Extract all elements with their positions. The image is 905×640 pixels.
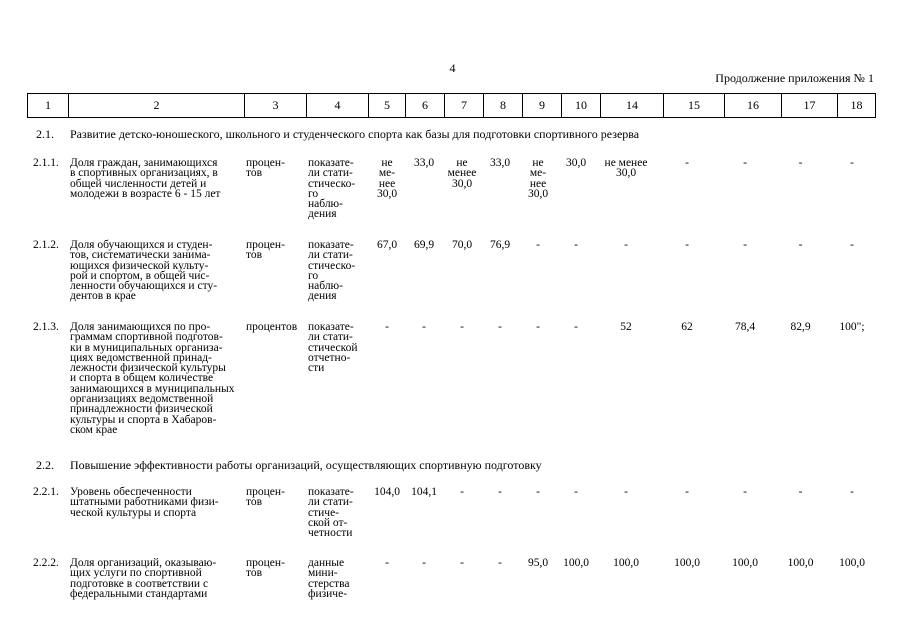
value-cell: - xyxy=(624,239,628,251)
value-cell: 100,0 xyxy=(732,557,758,569)
value-cell: - xyxy=(850,157,854,169)
value-cell: - xyxy=(536,486,540,498)
row-number: 2.1.3. xyxy=(33,321,59,333)
value-cell: 100"; xyxy=(839,321,865,333)
value-cell: 104,0 xyxy=(374,486,400,498)
col-header: 16 xyxy=(725,94,782,118)
row-number: 2.2.2. xyxy=(33,557,59,569)
col-header: 9 xyxy=(523,94,562,118)
row-number: 2.2.1. xyxy=(33,486,59,498)
data-source: данные мини- стерства физиче- xyxy=(308,557,350,600)
indicator-name: Уровень обеспеченности штатными работниками физи- ческой культуры и спорта xyxy=(70,486,219,519)
value-cell: - xyxy=(850,239,854,251)
value-cell: не ме- нее 30,0 xyxy=(527,157,549,200)
col-header: 7 xyxy=(445,94,484,118)
indicator-name: Доля занимающихся по про- граммам спортивной подготов- ки в муниципальных организа- циях ведомственной принад- лежности физической культуры и спорта в общем количестве занимающихся в муниципальных организациях ведомственной принадлежности физической культуры и спорта в Хабаров- ском крае xyxy=(70,321,235,436)
value-cell: 33,0 xyxy=(489,157,511,169)
value-cell: - xyxy=(385,557,389,569)
value-cell: - xyxy=(685,486,689,498)
value-cell: 33,0 xyxy=(413,157,435,169)
col-header: 14 xyxy=(601,94,664,118)
value-cell: 95,0 xyxy=(527,557,549,569)
value-cell: - xyxy=(798,486,803,498)
value-cell: 70,0 xyxy=(451,239,473,251)
data-source: показате- ли стати- стическо- го наблю- дения xyxy=(308,157,356,221)
col-header: 10 xyxy=(562,94,601,118)
row-number: 2.1.2. xyxy=(33,239,59,251)
value-cell: - xyxy=(498,557,502,569)
value-cell: 30,0 xyxy=(565,157,587,169)
indicator-name: Доля обучающихся и студен- тов, систематически занима- ющихся физической культу- рой и спортом, в общей чис- ленности обучающихся и сту- дентов в крае xyxy=(70,239,218,303)
col-header: 8 xyxy=(484,94,523,118)
data-source: показате- ли стати- стическо- го наблю- дения xyxy=(308,239,356,303)
value-cell: 76,9 xyxy=(489,239,511,251)
value-cell: - xyxy=(385,321,389,333)
row-number: 2.1.1. xyxy=(33,157,59,169)
value-cell: 78,4 xyxy=(734,321,756,333)
value-cell: - xyxy=(498,486,502,498)
col-header: 6 xyxy=(406,94,445,118)
value-cell: - xyxy=(536,239,540,251)
value-cell: - xyxy=(743,486,747,498)
value-cell: - xyxy=(498,321,502,333)
page-number: 4 xyxy=(449,61,456,75)
value-cell: - xyxy=(685,239,689,251)
value-cell: - xyxy=(460,321,464,333)
section-title: Развитие детско-юношеского, школьного и студенческого спорта как базы для подготовки спортивного резерва xyxy=(70,127,640,141)
value-cell: 52 xyxy=(620,321,632,333)
unit: процен- тов xyxy=(246,486,285,509)
value-cell: - xyxy=(422,321,426,333)
value-cell: 82,9 xyxy=(790,321,811,333)
value-cell: - xyxy=(460,486,464,498)
value-cell: 100,0 xyxy=(613,557,639,569)
value-cell: 100,0 xyxy=(787,557,814,569)
value-cell: - xyxy=(743,239,747,251)
value-cell: - xyxy=(743,157,747,169)
col-header: 4 xyxy=(307,94,369,118)
value-cell: 104,1 xyxy=(411,486,437,498)
value-cell: 69,9 xyxy=(413,239,435,251)
section-title: Повышение эффективности работы организаций, осуществляющих спортивную подготовку xyxy=(70,458,542,472)
col-header: 15 xyxy=(664,94,725,118)
value-cell: - xyxy=(536,321,540,333)
indicator-name: Доля граждан, занимающихся в спортивных организациях, в общей численности детей и молодежи в возрасте 6 - 15 лет xyxy=(70,157,221,200)
section-number: 2.1. xyxy=(36,127,54,141)
value-cell: - xyxy=(422,557,426,569)
value-cell: не менее 30,0 xyxy=(447,157,477,190)
value-cell: - xyxy=(574,486,578,498)
value-cell: - xyxy=(798,157,803,169)
section-number: 2.2. xyxy=(36,458,54,472)
data-source: показате- ли стати- стиче- ской от- четности xyxy=(308,486,354,540)
unit: процентов xyxy=(246,321,298,333)
value-cell: 100,0 xyxy=(839,557,865,569)
value-cell: - xyxy=(850,486,854,498)
unit: процен- тов xyxy=(246,239,285,262)
data-source: показате- ли стати- стической отчетно- сти xyxy=(308,321,358,375)
unit: процен- тов xyxy=(246,157,285,180)
continuation-label: Продолжение приложения № 1 xyxy=(715,71,874,85)
col-header: 3 xyxy=(245,94,307,118)
value-cell: не ме- нее 30,0 xyxy=(376,157,398,200)
value-cell: 100,0 xyxy=(563,557,589,569)
unit: процен- тов xyxy=(246,557,285,580)
value-cell: не менее 30,0 xyxy=(604,157,648,180)
value-cell: - xyxy=(685,157,689,169)
value-cell: - xyxy=(624,486,628,498)
col-header: 2 xyxy=(69,94,245,118)
col-header: 18 xyxy=(838,94,876,118)
col-header: 5 xyxy=(369,94,406,118)
value-cell: - xyxy=(460,557,464,569)
col-header: 1 xyxy=(28,94,69,118)
indicator-name: Доля организаций, оказываю- щих услуги по спортивной подготовке в соответствии с федеральными стандартами xyxy=(70,557,217,600)
value-cell: 100,0 xyxy=(674,557,700,569)
value-cell: - xyxy=(574,239,578,251)
value-cell: - xyxy=(574,321,578,333)
value-cell: - xyxy=(798,239,803,251)
column-number-header xyxy=(27,93,876,118)
col-header: 17 xyxy=(782,94,838,118)
value-cell: 62 xyxy=(681,321,693,333)
value-cell: 67,0 xyxy=(376,239,398,251)
